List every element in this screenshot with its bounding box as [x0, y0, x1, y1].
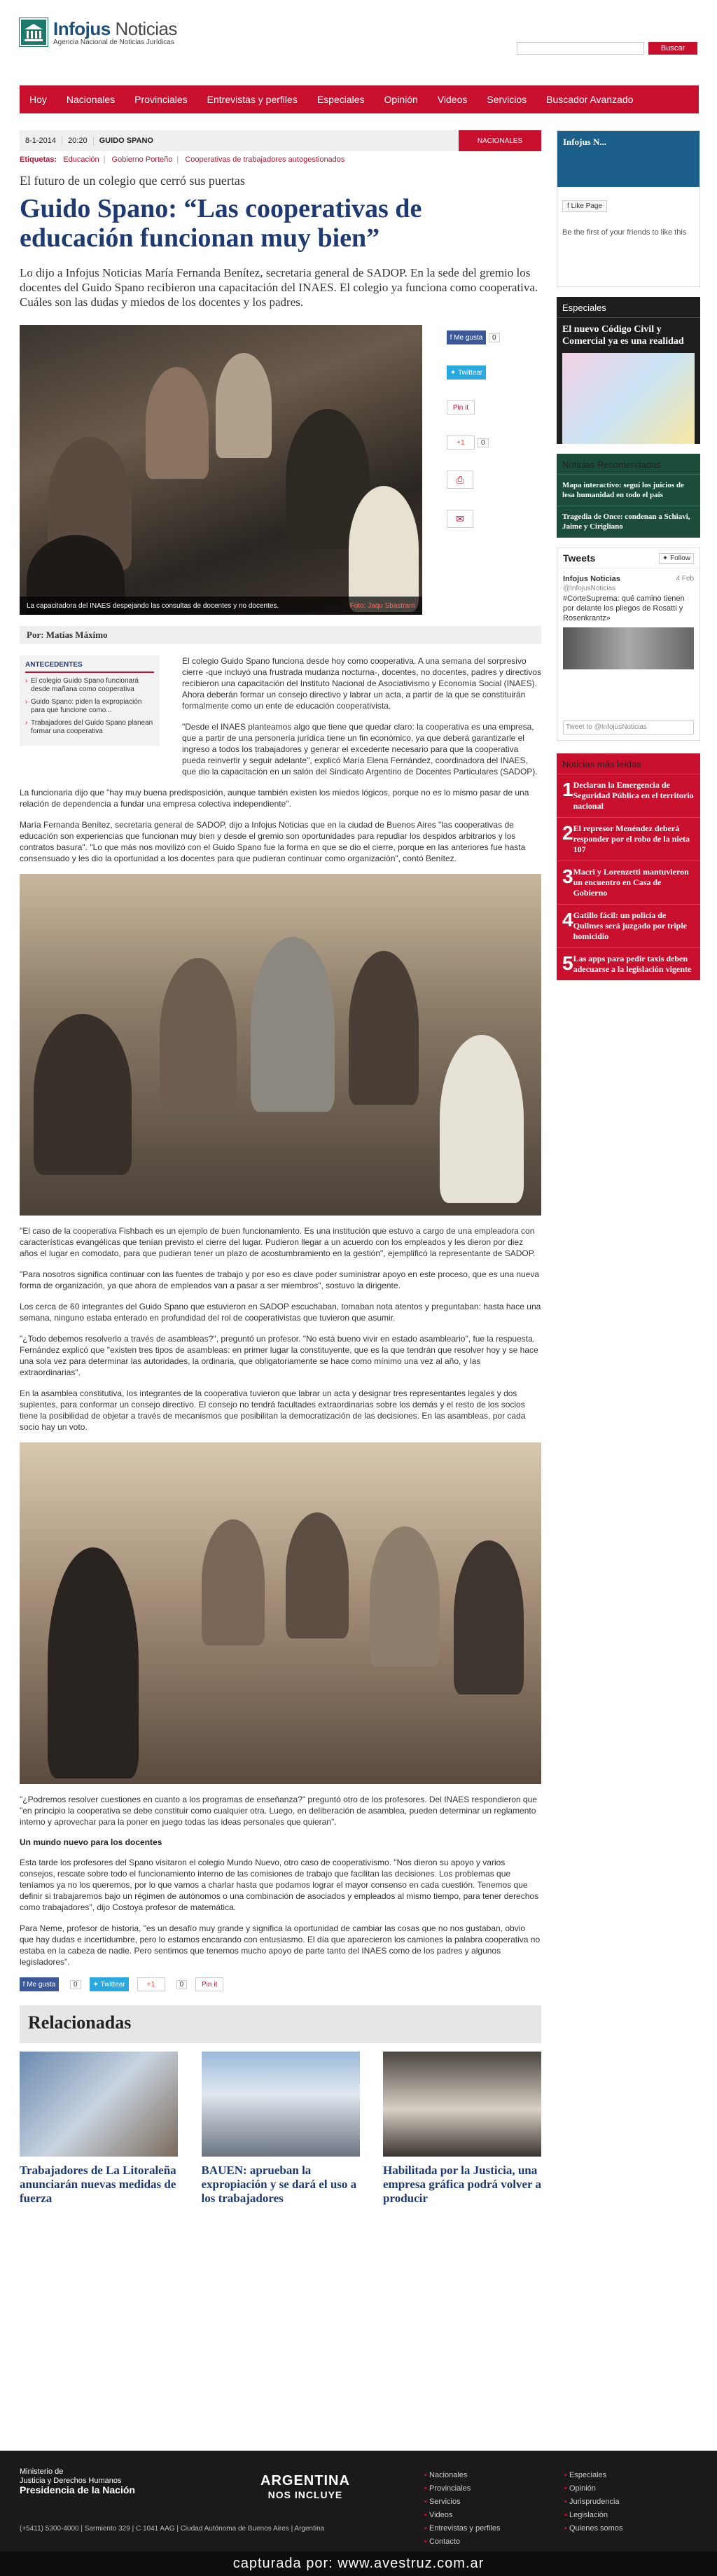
most-read-item[interactable]: [557, 948, 700, 980]
google-plus-button[interactable]: +1: [447, 436, 475, 450]
recommended-panel: [557, 454, 700, 538]
article-paragraph: "Desde el INAES planteamos algo que tiene que quedar claro: la cooperativa es una empresa, que a partir de una personería jurídica tiene un fin económico, ya que deberá garantizarle el ingreso a todos los trabajadores y generar el excedente necesario para que la cooperativa pueda reinvertir y seguir adelante", explicó María Elena Fernández, coordinadora del INAES, que dio la capacitación en un salón del Sindicato Argentino de Docentes Particulares (SADOP).: [182, 722, 538, 777]
nav-item-hoy[interactable]: Hoy: [29, 94, 47, 105]
twitter-icon: ✦: [92, 1980, 101, 1989]
twitter-button[interactable]: [447, 365, 486, 380]
section-badge[interactable]: NACIONALES: [459, 130, 541, 151]
article-paragraph: "El caso de la cooperativa Fishbach es un ejemplo de buen funcionamiento. Es una institución que estuvo a cargo de una empleadora con características evangélicas que tenían previsto el cierre del lugar. Pudieron llegar a un acuerdo con los empleados y les dieron por diez años el lugar en comodato, para que pudieran tener un plazo de acostumbramiento en la gestión", ejemplificó la representante de SADOP.: [20, 1226, 536, 1258]
twitter-widget: [557, 548, 700, 741]
article-headline: Guido Spano: “Las cooperativas de educación funcionan muy bien”: [20, 194, 422, 253]
most-read-title[interactable]: El represor Menéndez deberá responder por el robo de la nieta 107: [573, 823, 690, 854]
article-tags: Etiquetas: Educación | Gobierno Porteño | Cooperativas de trabajadores autogestionados: [20, 155, 345, 164]
article-meta-bar: [20, 130, 541, 151]
tag-link[interactable]: Cooperativas de trabajadores autogestionados: [185, 155, 345, 164]
tweet-handle[interactable]: @InfojusNoticias: [563, 585, 616, 592]
facebook-like-label: Me gusta: [27, 1980, 56, 1989]
twitter-follow-button[interactable]: [659, 553, 694, 564]
tweet: [557, 569, 699, 675]
facebook-page-name[interactable]: Infojus N...: [563, 137, 607, 147]
antecedentes-title: ANTECEDENTES: [25, 661, 154, 673]
article-time: 20:20: [62, 137, 94, 145]
pinterest-button[interactable]: Pin it: [447, 401, 475, 415]
article-paragraph: María Fernanda Benítez, secretaria general de SADOP, dijo a Infojus Noticias que en la ciudad de Buenos Aires "las cooperativas de educación son experiencias que funcionan muy bien y desde el gremio son oportunidades para repudiar los despidos arbitrarios y los contratos basura". "Lo que más nos movilizó con el Guido Spano fue la forma en que se dio el cierre, porque en las anteriores fue hasta consensuado y les dio la oportunidad a los docentes para que pudieran continuar como organización", contó Benítez.: [20, 820, 526, 863]
twitter-follow-label: Follow: [670, 554, 690, 562]
argentina-logo-line: ARGENTINA: [260, 2473, 350, 2488]
article-paragraph: En la asamblea constitutiva, los integrantes de la cooperativa tuvieron que labrar un acta y designar tres representantes legales y dos suplentes, para conformar un consejo directivo. El consejo no tendrá facultades extraordinarias sobre los demás y el resto de los socios tiene la posibilidad de objetar a través de mecanismos que posibilitan la democratización de las decisiones. En las asambleas, por cada socio hay un voto.: [20, 1388, 526, 1432]
facebook-like-count: 0: [489, 333, 500, 342]
twitter-icon: ✦: [450, 368, 459, 377]
antecedente-link[interactable]: › El colegio Guido Spano funcionará desde mañana como cooperativa: [25, 677, 154, 694]
tags-label: Etiquetas:: [20, 155, 57, 164]
most-read-title[interactable]: Las apps para pedir taxis deben adecuarse a la legislación vigente: [573, 954, 692, 974]
antecedente-link[interactable]: › Trabajadores del Guido Spano planean formar una cooperativa: [25, 719, 154, 736]
related-title[interactable]: Trabajadores de La Litoraleña anunciarán nuevas medidas de fuerza: [20, 2164, 176, 2205]
google-plus-count: 0: [176, 1980, 188, 1989]
related-card[interactable]: [20, 2052, 178, 2206]
most-read-rank: 3: [562, 865, 573, 887]
nav-item-entrevistas[interactable]: Entrevistas y perfiles: [207, 94, 298, 105]
most-read-heading: Noticias más leídas: [557, 753, 700, 774]
article-paragraph: "¿Podremos resolver cuestiones en cuanto a los programas de enseñanza?" preguntó otro de los profesores. Del INAES respondieron que "en principio la cooperativa se debe constituir como cualquier otra. Luego, en deliberación de asamblea, pueden determinar un reglamento interno y aprovechar para la poner en juego todas las ideas personales que quieran".: [20, 1795, 537, 1827]
main-photo[interactable]: [20, 325, 422, 615]
body-photo-classroom[interactable]: [20, 1442, 541, 1784]
article-paragraph: "Para nosotros significa continuar con las fuentes de trabajo y por eso es clave poder suministrar apoyo en este proceso, que es una nueva forma de organización, ya que ahora de empleados van a pasar a ser miembros", sostuvo la dirigente.: [20, 1269, 540, 1290]
recommended-item[interactable]: Mapa interactivo: seguí los juicios de lesa humanidad en todo el país: [557, 475, 700, 506]
body-photo-meeting[interactable]: [20, 874, 541, 1216]
facebook-page-text: Be the first of your friends to like this: [562, 228, 687, 237]
article-body: [20, 655, 541, 2206]
footer-link[interactable]: ▪ Quienes somos: [564, 2522, 622, 2535]
article-paragraph: Para Neme, profesor de historia, "es un desafío muy grande y significa la oportunidad de cambiar las cosas que no nos gustaban, obvio que hay dudas e incertidumbre, pero lo estamos encarando con entusiasmo. El día que aparecieron los camiones la palabra cooperativa no estaba en la cabeza de nadie. Pero sentimos que tenemos mucho apoyo de parte tanto del INAES como de los padres y algunos legisladores".: [20, 1923, 541, 1967]
nav-item-videos[interactable]: Videos: [437, 94, 468, 105]
footer-link[interactable]: ▪ Legislación: [564, 2509, 622, 2522]
argentina-logo: [260, 2473, 350, 2500]
antecedentes-box: [20, 655, 160, 746]
footer-link[interactable]: ▪ Opinión: [564, 2482, 622, 2495]
facebook-page-widget: [557, 130, 700, 287]
tweet-date: 4 Feb: [676, 575, 694, 583]
article-author: Por: Matías Máximo: [20, 626, 541, 644]
article-date: 8-1-2014: [20, 137, 62, 145]
capture-watermark: capturada por: www.avestruz.com.ar: [0, 2551, 717, 2576]
facebook-icon: f: [567, 202, 571, 210]
most-read-item[interactable]: [557, 774, 700, 818]
most-read-rank: 4: [562, 909, 573, 931]
especiales-image[interactable]: [562, 353, 695, 444]
site-name-sub: Noticias: [115, 18, 177, 39]
site-name: [53, 18, 177, 40]
argentina-logo-line: NOS INCLUYE: [267, 2489, 343, 2500]
tag-link[interactable]: Gobierno Porteño: [111, 155, 173, 164]
google-plus-count: 0: [478, 438, 489, 447]
most-read-panel: [557, 753, 700, 980]
facebook-like-label: Me gusta: [454, 333, 483, 342]
most-read-title[interactable]: Declaran la Emergencia de Seguridad Pública en el territorio nacional: [573, 780, 694, 811]
related-image[interactable]: [202, 2052, 360, 2157]
photo-caption-text: La capacitadora del INAES despejando las consultas de docentes y no docentes.: [27, 601, 279, 610]
most-read-rank: 1: [562, 779, 573, 800]
related-title[interactable]: BAUEN: aprueban la expropiación y se dará el uso a los trabajadores: [201, 2164, 357, 2205]
twitter-widget-title: Tweets: [563, 552, 596, 564]
tweet-text: #CorteSuprema: qué camino tienen por delante los pliegos de Rosatti y Rosenkrantz»: [563, 594, 685, 622]
twitter-label: Twittear: [100, 1980, 125, 1989]
especiales-heading: Especiales: [557, 297, 700, 318]
sidebar: [557, 130, 700, 980]
article-lead: Lo dijo a Infojus Noticias María Fernanda Benítez, secretaria general de SADOP. En la sede del gremio los docentes del Guido Spano recibieron una capacitación del INAES. El colegio ya funciona como cooperativa. Cuáles son las dudas y miedos de los docentes y los padres.: [20, 266, 538, 309]
nav-item-opinion[interactable]: Opinión: [384, 94, 418, 105]
twitter-label: Twittear: [458, 368, 483, 377]
ministry-logo[interactable]: [20, 2467, 135, 2496]
facebook-icon: f: [450, 333, 454, 342]
article-paragraph: "¿Todo debemos resolverlo a través de asambleas?", preguntó un profesor. "No está bueno vivir en estado asambleario", fue la respuesta. Fernández explicó que "existen tres tipos de asambleas: en primer lugar la constituyente, que es la que tendrán que resolver hoy y se hace una sola vez para determinar las autoridades, la ordinaria, que obligatoriamente se hace como mínimo una vez al año, y las extraordinarias".: [20, 1334, 538, 1377]
building-icon: [20, 18, 48, 46]
footer-address: (+5411) 5300-4000 | Sarmiento 329 | C 1041 AAG | Ciudad Autónoma de Buenos Aires | Argentina: [20, 2525, 325, 2533]
site-logo[interactable]: [20, 18, 177, 46]
article-kicker: El futuro de un colegio que cerró sus puertas: [20, 174, 245, 188]
search-input[interactable]: [517, 42, 644, 55]
ministry-line: Justicia y Derechos Humanos: [20, 2477, 122, 2485]
most-read-title[interactable]: Macri y Lorenzetti mantuvieron un encuentro en Casa de Gobierno: [573, 867, 689, 898]
nav-item-provinciales[interactable]: Provinciales: [134, 94, 188, 105]
related-image[interactable]: [20, 2052, 178, 2157]
facebook-like-button[interactable]: [20, 1977, 59, 1991]
email-icon[interactable]: ✉: [447, 510, 473, 528]
photo-row: [20, 325, 541, 622]
site-tagline: Agencia Nacional de Noticias Jurídicas: [53, 39, 174, 46]
facebook-like-count: 0: [70, 1980, 81, 1989]
facebook-like-page-label: Like Page: [571, 202, 603, 210]
related-title[interactable]: Habilitada por la Justicia, una empresa gráfica podrá volver a producir: [383, 2164, 541, 2205]
footer-link[interactable]: ▪ Entrevistas y perfiles: [424, 2522, 500, 2535]
bottom-share-bar: [20, 1977, 541, 1991]
ministry-presidency: Presidencia de la Nación: [20, 2484, 135, 2495]
nav-item-servicios[interactable]: Servicios: [487, 94, 527, 105]
especiales-title[interactable]: El nuevo Código Civil y Comercial ya es una realidad: [562, 324, 684, 347]
nav-item-buscador[interactable]: Buscador Avanzado: [546, 94, 634, 105]
related-image[interactable]: [383, 2052, 541, 2157]
photo-caption: [20, 597, 422, 615]
tweet-to-input[interactable]: Tweet to @InfojusNoticias: [563, 720, 694, 734]
most-read-item[interactable]: [557, 905, 700, 948]
article-column: [20, 130, 541, 2206]
most-read-rank: 2: [562, 822, 573, 844]
twitter-widget-header: [557, 548, 699, 569]
recommended-item[interactable]: Tragedia de Once: condenan a Schiavi, Jaime y Cirigliano: [557, 506, 700, 538]
tweet-image[interactable]: [563, 627, 694, 669]
most-read-item[interactable]: [557, 861, 700, 905]
related-card[interactable]: [383, 2052, 541, 2206]
tweet-user[interactable]: Infojus Noticias: [563, 575, 620, 583]
recommended-heading: Noticias Recomendadas: [557, 454, 700, 475]
footer-link[interactable]: ▪ Jurisprudencia: [564, 2495, 622, 2509]
article-paragraph: Los cerca de 60 integrantes del Guido Spano que estuvieron en SADOP escuchaban, tomaban nota atentos y preguntaban: hasta hace una semana, ninguno estaba enterado en profundidad del rol de cooperativistas que tuvieron que asumir.: [20, 1302, 541, 1323]
footer-link[interactable]: ▪ Provinciales: [424, 2482, 500, 2495]
site-footer: [0, 2451, 717, 2551]
twitter-button[interactable]: [90, 1977, 129, 1991]
pinterest-button[interactable]: Pin it: [195, 1977, 223, 1991]
facebook-like-page-button[interactable]: [562, 200, 607, 212]
google-plus-button[interactable]: +1: [137, 1977, 165, 1991]
especiales-panel: [557, 297, 700, 444]
share-column: [447, 330, 531, 549]
article-paragraph: El colegio Guido Spano funciona desde hoy como cooperativa. A una semana del sorpresivo cierre -que incluyó una frustrada mudanza nocturna-, docentes, no docentes, padres y directivos recibieron una capacitación del Instituto Nacional de Asociativismo y Economía Social (INAES). Ahora deberán formar un consejo directivo y labrar un acta, a partir de la que se constituirán formalmente como un ente de educación cooperativista.: [182, 656, 541, 711]
related-heading: Relacionadas: [20, 2005, 541, 2043]
print-icon[interactable]: ⎙: [447, 471, 473, 489]
main-nav: [20, 85, 699, 113]
site-header: [0, 0, 717, 84]
ministry-line: Ministerio de: [20, 2467, 64, 2476]
most-read-rank: 5: [562, 952, 573, 974]
article-paragraph: La funcionaria dijo que "hay muy buena predisposición, aunque también existen los miedos lógicos, porque no es lo mismo pasar de una relación de dependencia a fundar una empresa colectiva independiente".: [20, 788, 529, 809]
footer-link[interactable]: ▪ Videos: [424, 2509, 500, 2522]
facebook-icon: f: [22, 1980, 27, 1989]
search-button[interactable]: Buscar: [648, 42, 697, 55]
photo-credit: Foto: Jaqu Sbastraro: [349, 601, 415, 610]
facebook-like-button[interactable]: [447, 330, 486, 344]
article-place: GUIDO SPANO: [99, 137, 153, 145]
footer-link[interactable]: ▪ Especiales: [564, 2469, 622, 2482]
footer-links-col-2: [564, 2469, 622, 2535]
most-read-title[interactable]: Gatillo fácil: un policía de Quilmes será juzgado por triple homicidio: [573, 910, 688, 941]
most-read-item[interactable]: [557, 818, 700, 861]
footer-links-col-1: [424, 2469, 500, 2549]
antecedente-link[interactable]: › Guido Spano: piden la expropiación para que funcione como...: [25, 698, 154, 715]
related-list: [20, 2052, 541, 2206]
twitter-icon: ✦: [662, 554, 671, 562]
footer-link[interactable]: ▪ Nacionales: [424, 2469, 500, 2482]
article-paragraph: Esta tarde los profesores del Spano visitaron el colegio Mundo Nuevo, otro caso de cooperativismo. "Nos dieron su apoyo y varios consejos, rescate sobre todo el funcionamiento interno de las comisiones de trabajo que facilitan las decisiones. Los problemas que teníamos ya no los queremos, por lo que vamos a charlar hasta que podamos lograr el mayor consenso en cada cuestión. Tenemos que definir si trabajaremos bajo un régimen de autónomos o una combinación de asociados y empleados al mismo tiempo, para tener derechos como trabajadores", dijo Costoya profesor de matemática.: [20, 1858, 539, 1912]
search-box: [517, 42, 697, 55]
footer-link[interactable]: ▪ Contacto: [424, 2535, 500, 2549]
site-name-main: Infojus: [53, 18, 111, 39]
nav-item-especiales[interactable]: Especiales: [316, 94, 365, 105]
nav-item-nacionales[interactable]: Nacionales: [66, 94, 116, 105]
article-subhead: Un mundo nuevo para los docentes: [20, 1837, 162, 1847]
facebook-page-banner[interactable]: [557, 131, 699, 187]
related-card[interactable]: [202, 2052, 360, 2206]
footer-link[interactable]: ▪ Servicios: [424, 2495, 500, 2509]
tag-link[interactable]: Educación: [63, 155, 99, 164]
